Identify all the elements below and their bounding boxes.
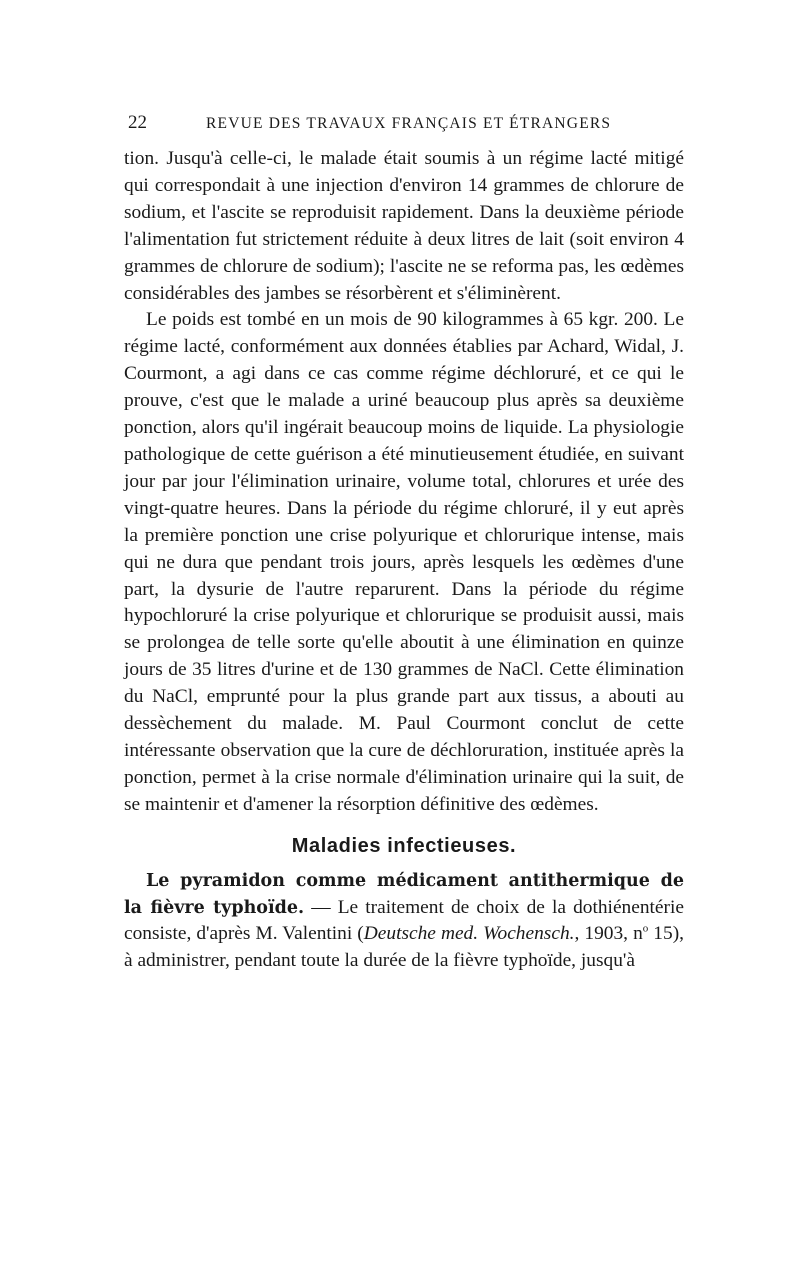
section-title: Maladies infectieuses.: [291, 834, 517, 857]
citation-year: , 1903, n: [574, 923, 643, 945]
page-number: 22: [128, 112, 147, 133]
article-text-before-ref: — Le traitement de choix de la dothiénentérie consiste, d'après M. Valentini (: [124, 896, 684, 945]
article-run-in-title: Le pyramidon comme médicament antithermique de la fièvre typhoïde.: [124, 870, 684, 918]
paragraph-weight-loss: Le poids est tombé en un mois de 90 kilogrammes à 65 kgr. 200. Le régime lacté, conformément aux données établies par Achard, Widal, J. Courmont, a agi dans ce cas comme régime déchloruré, et ce qui le prouve, c'est que le malade a uriné beaucoup plus après sa deuxième ponction, alors qu'il ingérait beaucoup moins de liquide. La physiologie pathologique de cette guérison a été minutieusement étudiée, en suivant jour par jour l'élimination urinaire, volume total, chlorures et urée des vingt-quatre heures. Dans la période du régime chloruré, il y eut après la première ponction une crise polyurique et chlorurique intense, mais qui ne dura que pendant trois jours, après lesquels les œdèmes d'une part, la dysurie de l'autre reparurent. Dans la période du régime hypochloruré la crise polyurique et chlorurique se produisit aussi, mais se prolongea de telle sorte qu'elle aboutit à une élimination en quinze jours de 35 litres d'urine et de 130 grammes de NaCl. Cette élimination du NaCl, emprunté pour la plus grande part aux tissus, a abouti au dessèchement du malade. M. Paul Courmont conclut de cette intéressante observation que la cure de déchloruration, instituée après la ponction, permet à la crise normale d'élimination urinaire qui la suit, de se maintenir et d'amener la résorption définitive des œdèmes.: [124, 309, 684, 815]
number-superscript: o: [642, 923, 649, 935]
article-text-after-ref: 15), à administrer, pendant toute la durée de la fièvre typhoïde, jusqu'à: [124, 923, 684, 972]
running-head: [124, 112, 684, 146]
paragraph-continuation: tion. Jusqu'à celle-ci, le malade était soumis à un régime lacté mitigé qui correspondait à une injection d'environ 14 grammes de chlorure de sodium, et l'ascite se reproduisit rapidement. Dans la deuxième période l'alimentation fut strictement réduite à deux litres de lait (soit environ 4 grammes de chlorure de sodium); l'ascite ne se reforma pas, les œdèmes considérables des jambes se résorbèrent et s'éliminèrent.: [124, 148, 684, 304]
running-title: REVUE DES TRAVAUX FRANÇAIS ET ÉTRANGERS: [206, 115, 612, 132]
page: [124, 112, 684, 975]
journal-citation: Deutsche med. Wochensch.: [363, 923, 575, 945]
article-paragraph: [124, 868, 684, 976]
